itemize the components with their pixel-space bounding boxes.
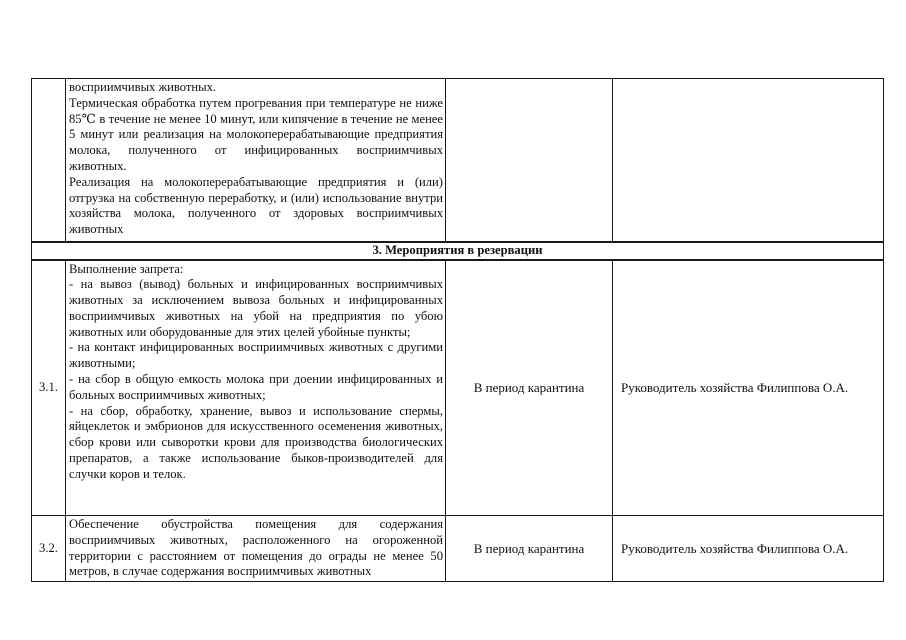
measure-paragraph: - на вывоз (вывод) больных и инфицированных восприимчивых животных за исключением вывоза больных и инфицированных восприимчивых животных на убой на предприятия по убою животных или оборудованные для этих целей убойные пункты; [69, 277, 443, 339]
measure-text-cell [66, 260, 446, 516]
row-number-cell [32, 79, 66, 242]
measure-text-cell [66, 516, 446, 582]
measure-text-cell [66, 79, 446, 242]
measures-table [31, 78, 884, 582]
table-row-3-1 [32, 260, 884, 516]
period-cell [446, 79, 613, 242]
row-number-cell: 3.2. [32, 516, 66, 582]
section-title: 3. Мероприятия в резервации [32, 242, 884, 260]
row-number-cell: 3.1. [32, 260, 66, 516]
measure-paragraph: - на сбор, обработку, хранение, вывоз и использование спермы, яйцеклеток и эмбрионов для искусственного осеменения животных, сбор крови или сыворотки крови для производства биологических препаратов, а также использование быков-производителей для случки коров и телок. [69, 403, 443, 481]
responsible-cell: Руководитель хозяйства Филиппова О.А. [613, 260, 884, 516]
document-page [31, 78, 883, 582]
table-row-3-2 [32, 516, 884, 582]
section-header-row [32, 242, 884, 260]
measure-paragraph: Реализация на молокоперерабатывающие предприятия и (или) отгрузка на собственную переработку, и (или) использование внутри хозяйства молока, полученного от здоровых восприимчивых животных [69, 174, 443, 237]
table-row-continuation [32, 79, 884, 242]
measure-paragraph: Термическая обработка путем прогревания при температуре не ниже 85℃ в течение не менее 10 минут, или кипячение в течение не менее 5 минут или реализация на молокоперерабатывающие предприятия молока, полученного от инфицированных восприимчивых животных. [69, 95, 443, 173]
responsible-cell: Руководитель хозяйства Филиппова О.А. [613, 516, 884, 582]
measure-paragraph: восприимчивых животных. [69, 80, 217, 94]
measure-paragraph: - на контакт инфицированных восприимчивых животных с другими животными; [69, 340, 443, 371]
measure-paragraph: Обеспечение обустройства помещения для содержания восприимчивых животных, расположенного на огороженной территории с расстоянием от помещения до ограды не менее 50 метров, в случае содержания восприимчивых животных [69, 517, 443, 579]
period-cell: В период карантина [446, 260, 613, 516]
responsible-cell [613, 79, 884, 242]
measure-paragraph: - на сбор в общую емкость молока при доении инфицированных и больных восприимчивых животных; [69, 372, 443, 402]
period-cell: В период карантина [446, 516, 613, 582]
measure-paragraph: Выполнение запрета: [69, 261, 184, 276]
